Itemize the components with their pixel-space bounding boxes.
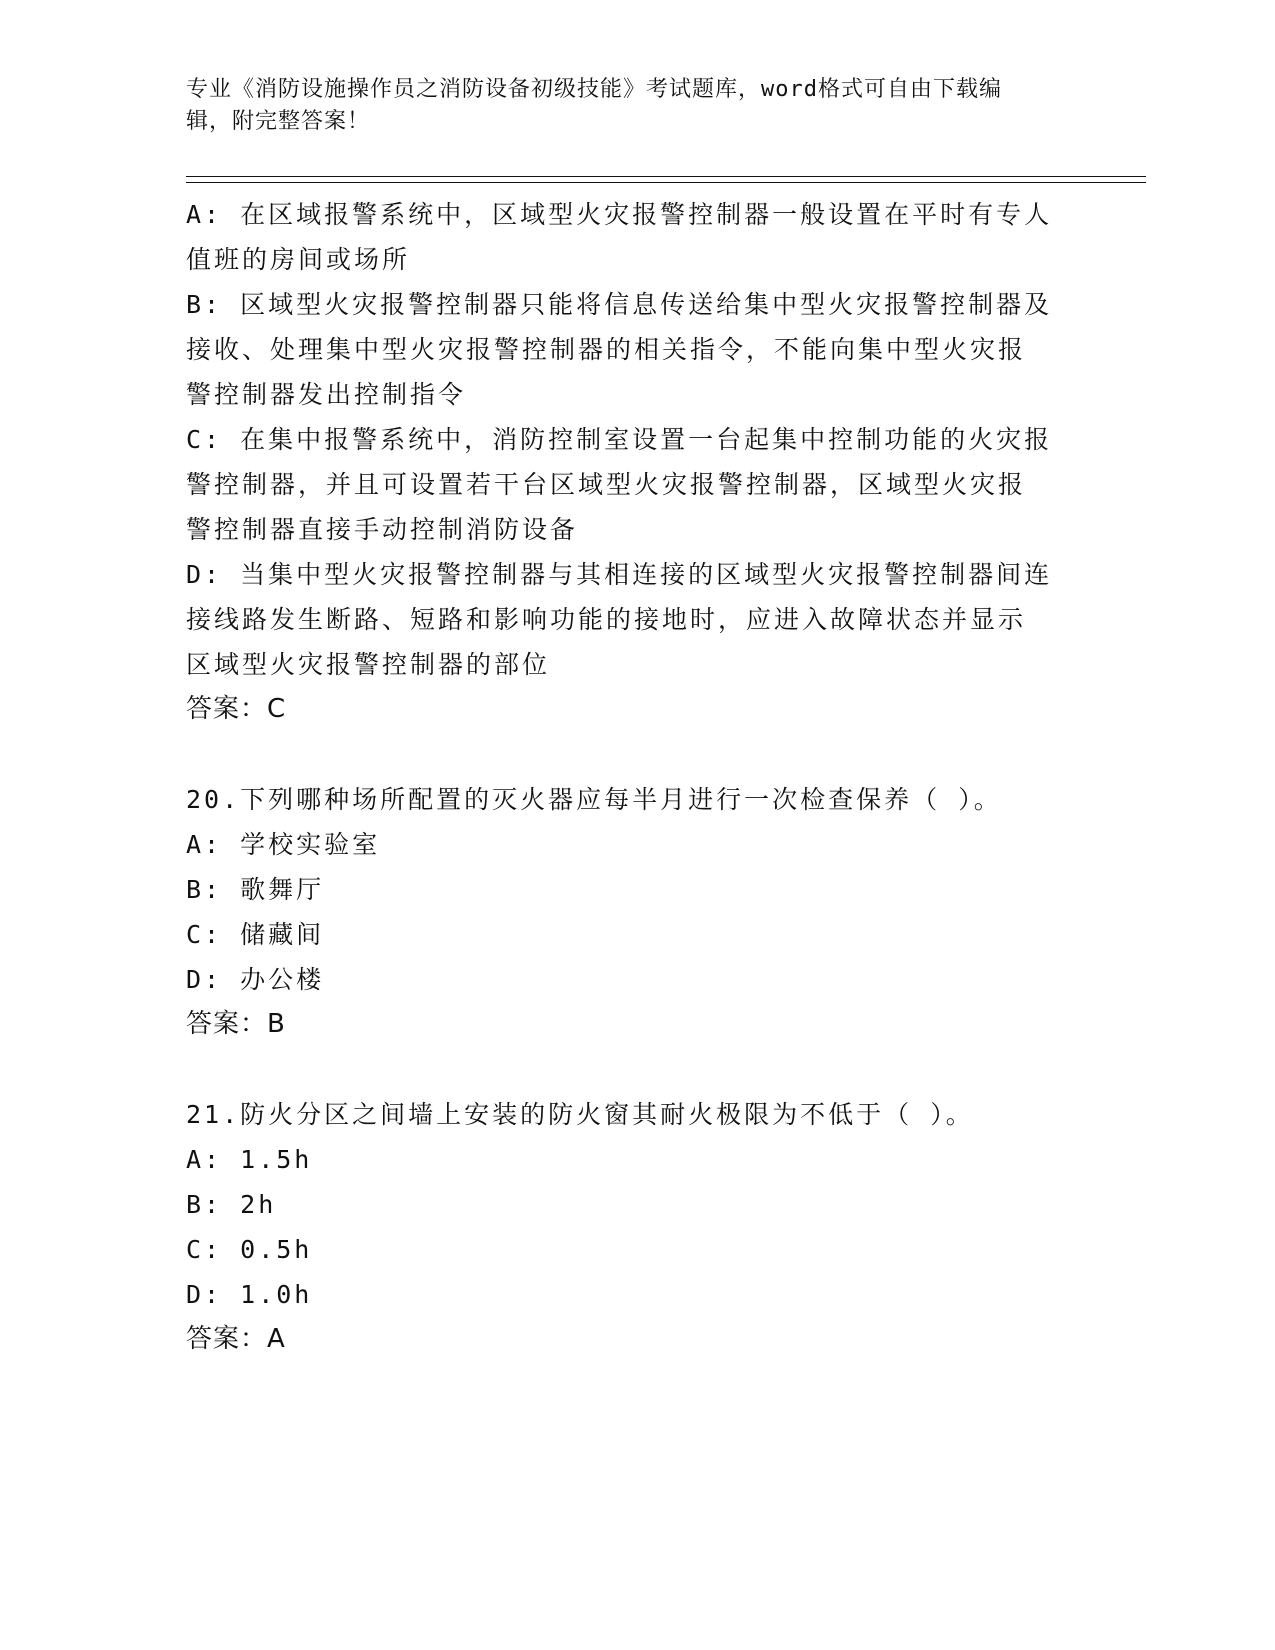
- q19-answer: 答案：C: [186, 694, 287, 724]
- text-line: C: 在集中报警系统中，消防控制室设置一台起集中控制功能的火灾报: [186, 425, 1053, 454]
- q20-question: 20.下列哪种场所配置的灭火器应每半月进行一次检查保养（ ）。: [186, 785, 1002, 814]
- q21-option-a: A: 1.5h: [186, 1145, 313, 1174]
- q21-option-c: C: 0.5h: [186, 1235, 313, 1264]
- text-line: 警控制器，并且可设置若干台区域型火灾报警控制器，区域型火灾报: [186, 470, 1027, 499]
- q21-option-b: B: 2h: [186, 1190, 277, 1219]
- q20-option-d: D: 办公楼: [186, 965, 325, 994]
- spacer: [186, 732, 1086, 777]
- text-line: 接收、处理集中型火灾报警控制器的相关指令，不能向集中型火灾报: [186, 335, 1027, 364]
- question-content: [186, 192, 1086, 1362]
- q19-option-a: [186, 192, 1086, 282]
- text-line: 区域型火灾报警控制器的部位: [186, 650, 551, 679]
- text-line: D: 当集中型火灾报警控制器与其相连接的区域型火灾报警控制器间连: [186, 560, 1053, 589]
- text-line: 值班的房间或场所: [186, 245, 411, 274]
- q20-option-a: A: 学校实验室: [186, 830, 381, 859]
- document-header: [186, 74, 1066, 138]
- spacer: [186, 1047, 1086, 1092]
- text-line: B: 区域型火灾报警控制器只能将信息传送给集中型火灾报警控制器及: [186, 290, 1053, 319]
- text-line: A: 在区域报警系统中，区域型火灾报警控制器一般设置在平时有专人: [186, 200, 1053, 229]
- q21-answer: 答案：A: [186, 1324, 286, 1354]
- q21-question: 21.防火分区之间墙上安装的防火窗其耐火极限为不低于（ ）。: [186, 1100, 974, 1129]
- header-line-1: 专业《消防设施操作员之消防设备初级技能》考试题库，word格式可自由下载编: [186, 77, 1002, 102]
- q19-option-c: [186, 417, 1086, 552]
- q19-option-d: [186, 552, 1086, 687]
- header-line-2: 辑，附完整答案！: [186, 109, 371, 134]
- text-line: 接线路发生断路、短路和影响功能的接地时，应进入故障状态并显示: [186, 605, 1027, 634]
- text-line: 警控制器发出控制指令: [186, 380, 467, 409]
- text-line: 警控制器直接手动控制消防设备: [186, 515, 579, 544]
- q20-option-c: C: 储藏间: [186, 920, 325, 949]
- q21-option-d: D: 1.0h: [186, 1280, 313, 1309]
- header-double-rule: [186, 176, 1146, 183]
- q20-option-b: B: 歌舞厅: [186, 875, 325, 904]
- q19-option-b: [186, 282, 1086, 417]
- q20-answer: 答案：B: [186, 1009, 286, 1039]
